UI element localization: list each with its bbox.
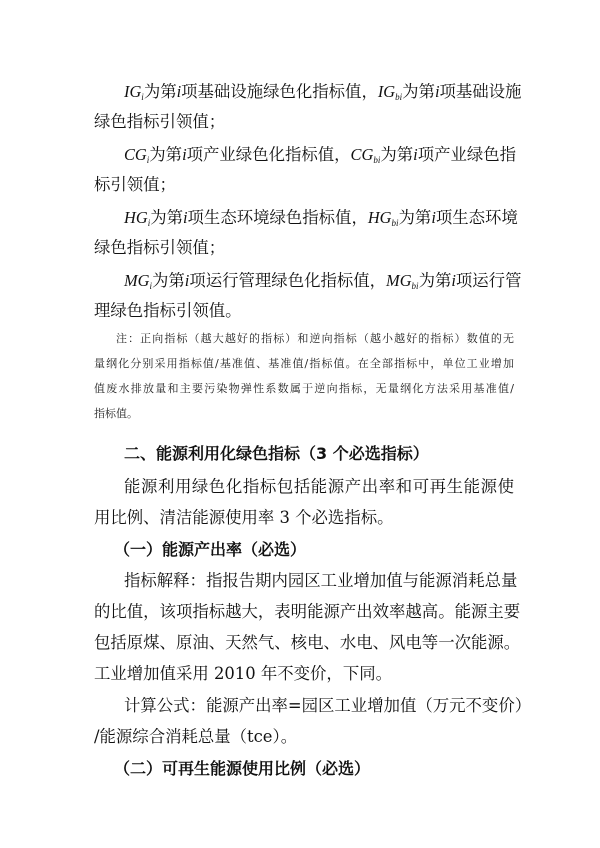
subscript: bi [411,281,419,291]
symbol: CG [124,145,147,164]
text: 为第 [398,208,432,227]
subscript: i [141,92,144,102]
definition-continuation: 标引领值； [94,175,176,194]
subscript: i [147,218,151,228]
symbol: MG [386,271,412,290]
definition-continuation: 理绿色指标引领值。 [94,301,242,320]
text: 项生态环境绿色指标值， [187,208,368,227]
symbol: HG [367,208,392,227]
index-var: i [431,208,436,227]
text: 为第 [143,82,177,101]
index-var: i [184,271,190,290]
formula-line: 计算公式：能源产出率=园区工业增加值（万元不变价） [124,696,532,715]
note-line: 值废水排放量和主要污染物弹性系数属于逆向指标，无量纲化方法采用基准值/ [94,382,514,395]
text: 为第 [402,82,435,101]
definition-line [124,82,522,107]
text: 为第 [149,145,183,164]
subscript: i [149,281,153,291]
text: 为第 [150,208,183,227]
subscript: bi [395,92,403,102]
text: 项运行管理绿色化指标值， [189,271,387,290]
text: 为第 [380,145,414,164]
paragraph-line: 的比值，该项指标越大，表明能源产出效率越高。能源主要 [94,602,521,621]
paragraph-line: 指标解释：指报告期内园区工业增加值与能源消耗总量 [124,571,518,590]
definition-line [124,208,518,233]
index-var: i [176,82,182,101]
text: 为第 [418,271,452,290]
note-line: 量纲化分别采用指标值/基准值、基准值/指标值。在全部指标中，单位工业增加 [94,357,514,370]
symbol: IG [377,82,396,101]
note-line: 注：正向指标（越大越好的指标）和逆向指标（越小越好的指标）数值的无 [116,332,514,345]
text: 项基础设施 [439,82,522,101]
subscript: bi [391,218,399,228]
symbol: MG [124,271,150,290]
paragraph-line: 工业增加值采用 2010 年不变价，下同。 [94,664,392,683]
subsection-heading: （二）可再生能源使用比例（必选） [114,759,371,778]
subscript: i [146,155,150,165]
text: 项生态环境 [435,208,518,227]
symbol: CG [350,145,374,164]
subscript: bi [373,155,381,165]
index-var: i [182,208,188,227]
definition-line [124,271,522,296]
paragraph-line: 包括原煤、原油、天然气、核电、水电、风电等一次能源。 [94,633,521,652]
formula-line: /能源综合消耗总量（tce）。 [94,727,298,746]
definition-continuation: 绿色指标引领值； [94,238,226,257]
symbol: HG [124,208,148,227]
paragraph-line: 能源利用绿色化指标包括能源产出率和可再生能源使 [124,477,514,496]
text: 项产业绿色化指标值， [186,145,351,164]
index-var: i [451,271,456,290]
subsection-heading: （一）能源产出率（必选） [114,540,307,559]
text: 项基础设施绿色化指标值， [181,82,378,101]
text: 为第 [152,271,185,290]
text: 项运行管 [455,271,522,290]
text: 项产业绿色指 [417,145,517,164]
index-var: i [413,145,418,164]
index-var: i [434,82,440,101]
definition-continuation: 绿色指标引领值； [94,112,226,131]
symbol: IG [124,82,142,101]
index-var: i [182,145,187,164]
section-heading: 二、能源利用化绿色指标（3 个必选指标） [124,444,429,463]
note-line: 指标值。 [94,407,138,420]
paragraph-line: 用比例、清洁能源使用率 3 个必选指标。 [94,508,394,527]
definition-line [124,145,517,170]
